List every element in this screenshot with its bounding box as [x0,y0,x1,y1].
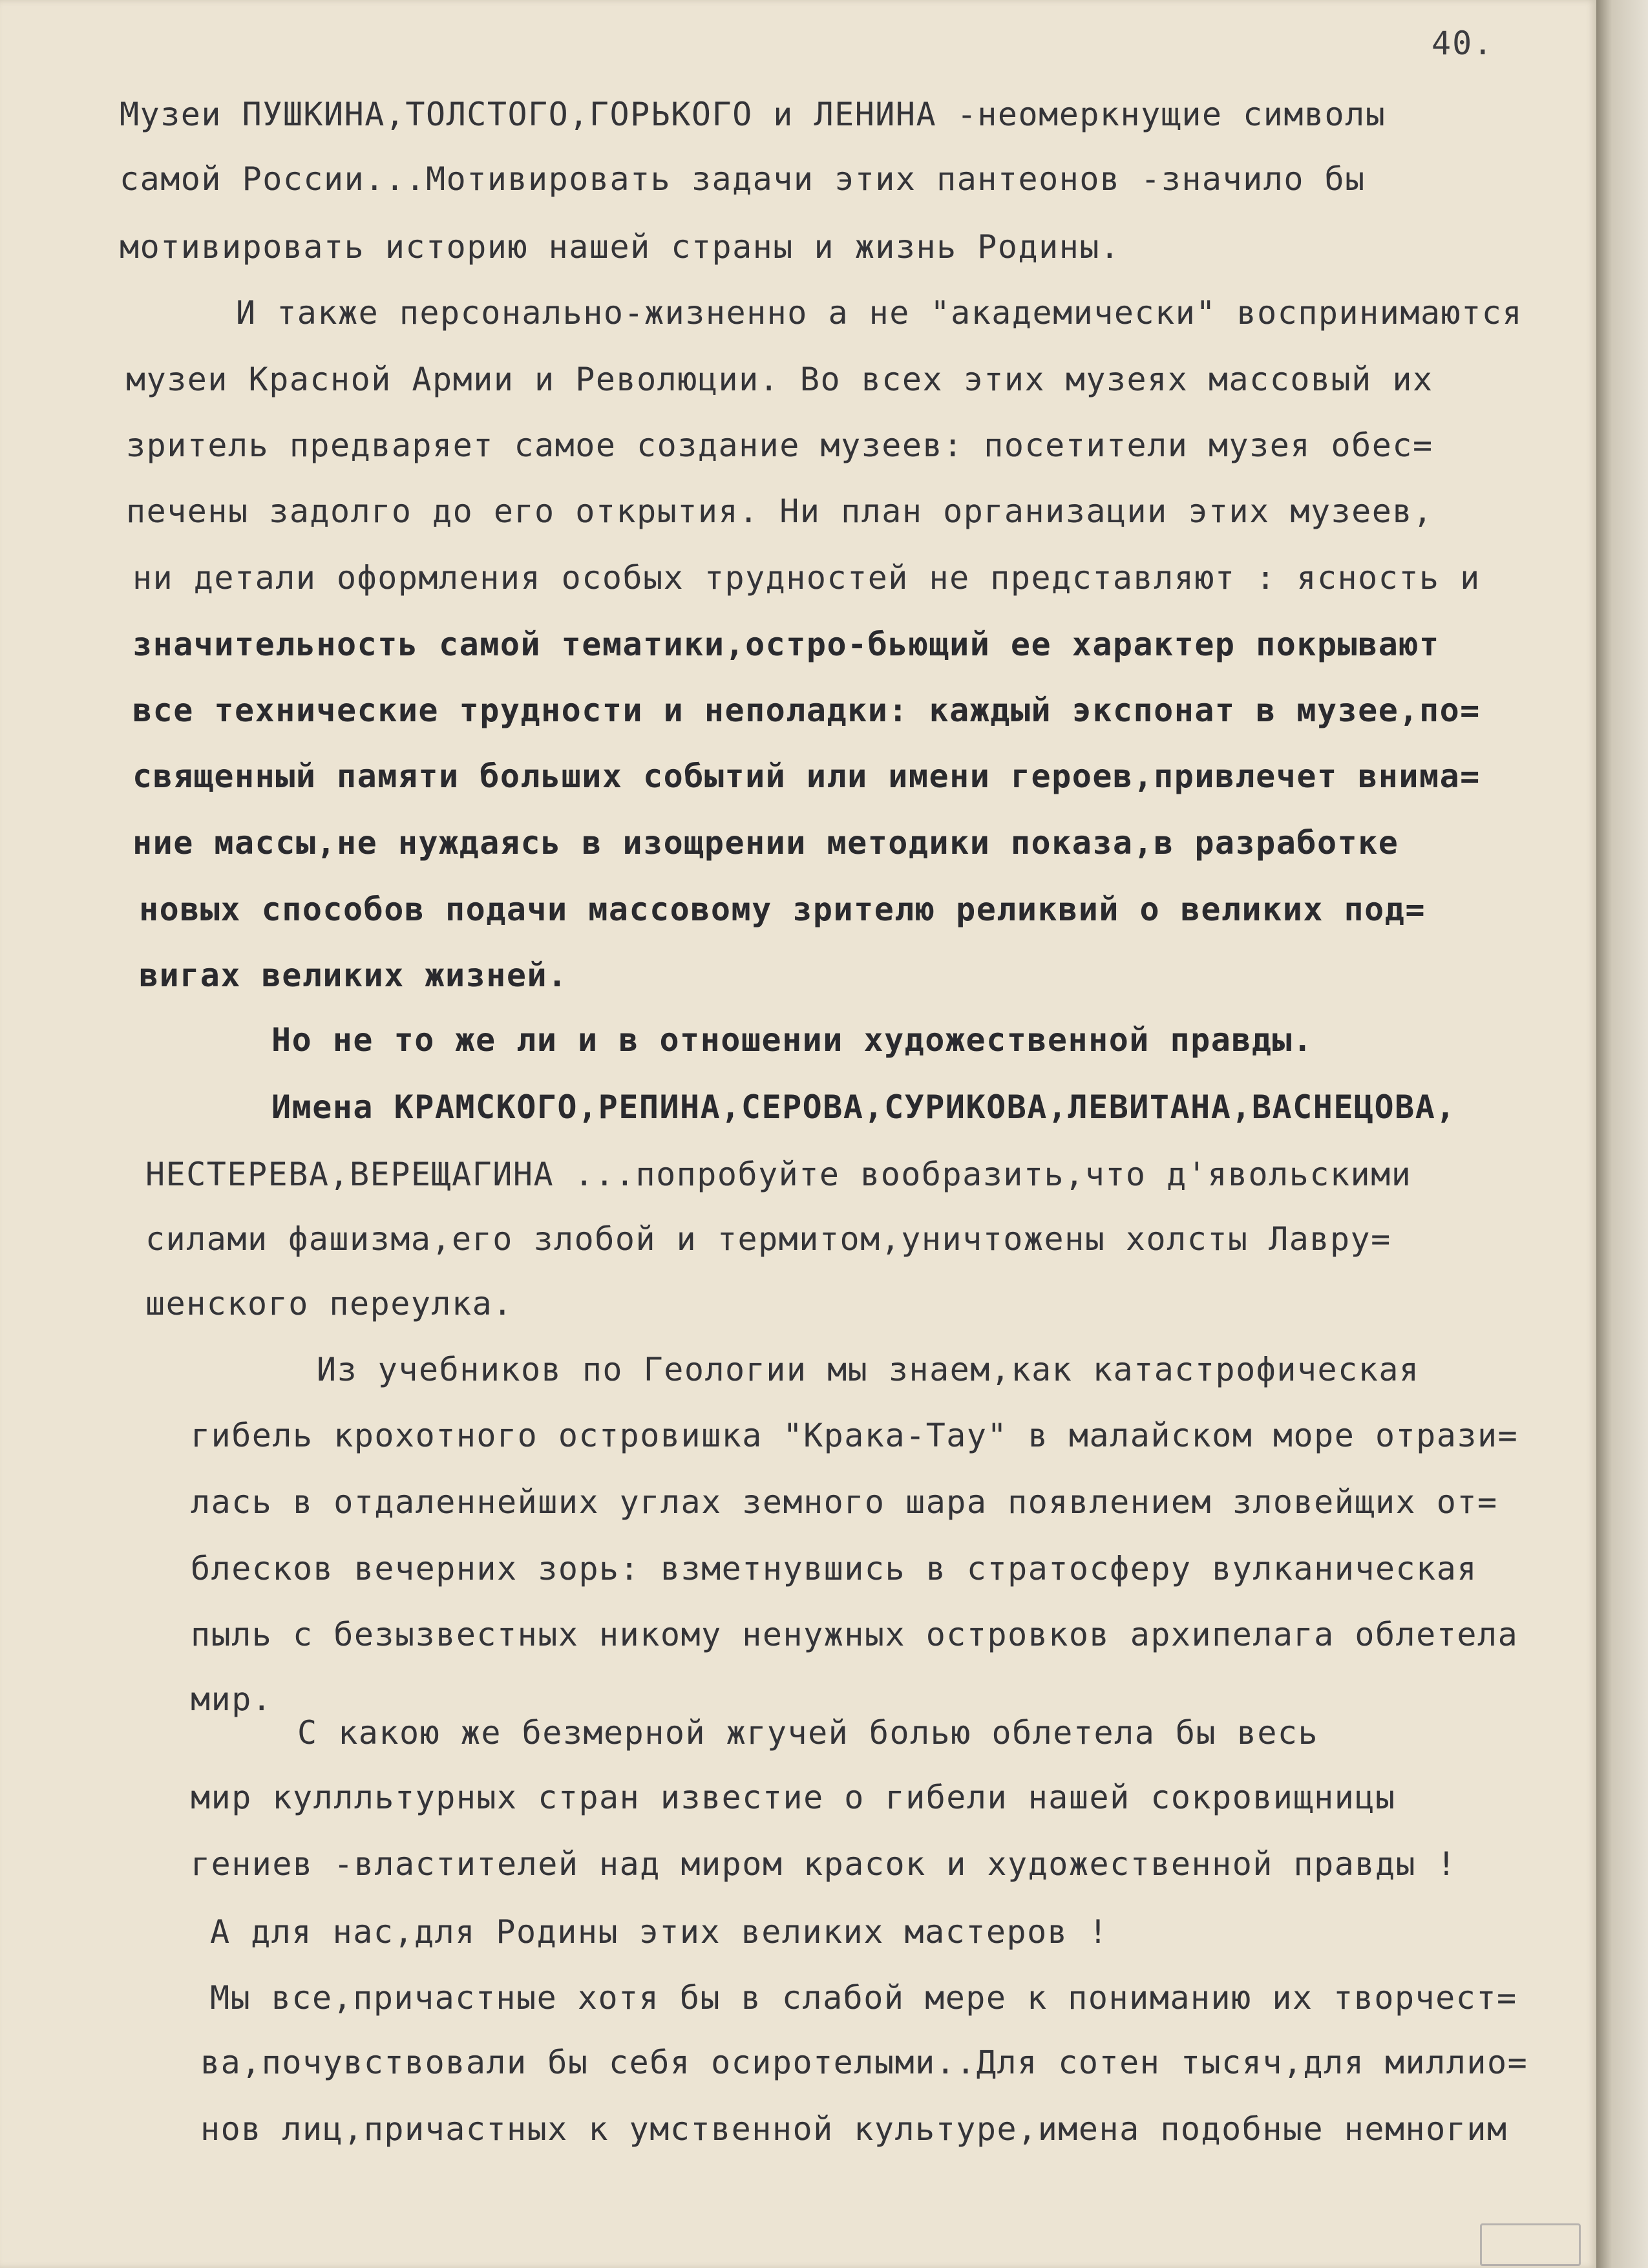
text-line: самой России...Мотивировать задачи этих пантеонов -значило бы [120,160,1366,198]
text-line: лась в отдаленнейших углах земного шара появлением зловейщих от= [191,1483,1498,1521]
text-line: все технические трудности и неполадки: каждый экспонат в музее,по= [132,692,1481,729]
text-line: гениев -властителей над миром красок и художественной правды ! [191,1845,1457,1883]
text-line: печены задолго до его открытия. Ни план организации этих музеев, [126,493,1433,530]
text-line: шенского переулка. [145,1285,513,1322]
text-line: гибель крохотного островишка "Крака-Тау" в малайском море отрази= [191,1417,1519,1454]
page-edge [1596,0,1648,2268]
page-number: 40. [1431,25,1494,62]
text-line: Мы все,причастные хотя бы в слабой мере к пониманию их творчест= [210,1979,1517,2017]
text-line: пыль с безызвестных никому ненужных островков архипелага облетела [191,1616,1519,1653]
text-line: музеи Красной Армии и Революции. Во всех этих музеях массовый их [126,361,1433,398]
text-line: С какою же безмерной жгучей болью облетела бы весь [297,1714,1319,1752]
text-line: Имена КРАМСКОГО,РЕПИНА,СЕРОВА,СУРИКОВА,ЛЕВИТАНА,ВАСНЕЦОВА, [271,1088,1456,1126]
text-line: ние массы,не нуждаясь в изощрении методики показа,в разработке [132,824,1399,862]
text-line: новых способов подачи массовому зрителю реликвий о великих под= [139,891,1426,928]
text-line: Музеи ПУШКИНА,ТОЛСТОГО,ГОРЬКОГО и ЛЕНИНА -неомеркнущие символы [120,96,1386,133]
text-line: И также персонально-жизненно а не "академически" воспринимаются [236,294,1523,332]
text-line: ва,почувствовали бы себя осиротелыми..Для сотен тысяч,для миллио= [200,2044,1528,2081]
text-line: мир. [191,1680,273,1718]
text-line: ни детали оформления особых трудностей не представляют : ясность и [132,559,1481,597]
text-line: вигах великих жизней. [139,957,568,994]
text-line: значительность самой тематики,остро-бьющий ее характер покрывают [132,626,1440,663]
text-line: блесков вечерних зорь: взметнувшись в стратосферу вулканическая [191,1550,1477,1587]
text-line: мотивировать историю нашей страны и жизнь Родины. [120,228,1121,266]
text-line: священный памяти больших событий или имени героев,привлечет внима= [132,758,1481,795]
text-line: нов лиц,причастных к умственной культуре,имена подобные немногим [200,2110,1508,2148]
text-line: А для нас,для Родины этих великих мастеров ! [210,1913,1109,1951]
archive-stamp [1480,2223,1581,2266]
text-line: мир куллльтурных стран известие о гибели нашей сокровищницы [191,1779,1396,1816]
text-line: Из учебников по Геологии мы знаем,как катастрофическая [317,1351,1420,1388]
text-line: НЕСТЕРЕВА,ВЕРЕЩАГИНА ...попробуйте вообразить,что д'явольскими [145,1156,1412,1193]
text-line: зритель предваряет самое создание музеев: посетители музея обес= [126,427,1433,464]
text-line: силами фашизма,его злобой и термитом,уничтожены холсты Лавру= [145,1220,1391,1258]
text-line: Но не то же ли и в отношении художественной правды. [271,1021,1313,1059]
